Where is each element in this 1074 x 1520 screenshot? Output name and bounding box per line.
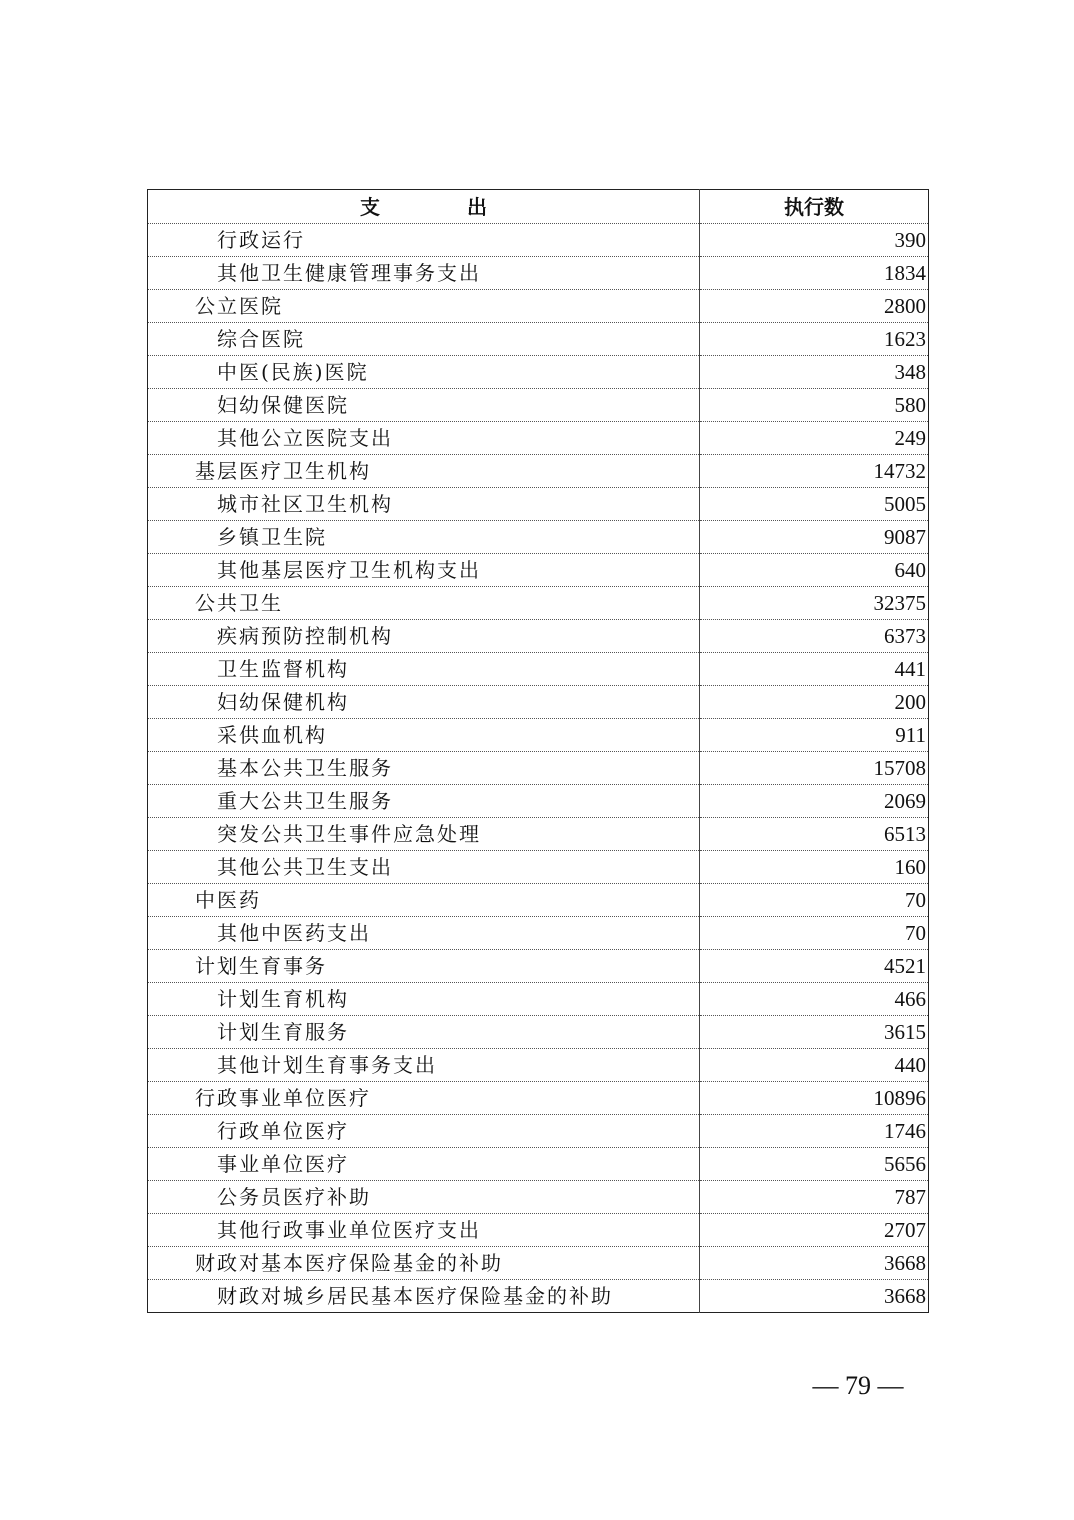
table-row [148, 1082, 929, 1115]
row-item-value: 1746 [700, 1115, 929, 1148]
table-row [148, 884, 929, 917]
row-item-value: 200 [700, 686, 929, 719]
table-row [148, 257, 929, 290]
table-row [148, 1181, 929, 1214]
row-item-value: 3668 [884, 1284, 926, 1308]
row-item-value: 2800 [700, 290, 929, 323]
row-item-value: 787 [700, 1181, 929, 1214]
row-item-label: 突发公共卫生事件应急处理 [148, 818, 700, 851]
row-item-label: 妇幼保健机构 [148, 686, 700, 719]
row-item-value: 5005 [700, 488, 929, 521]
row-item-label: 综合医院 [148, 323, 700, 356]
table-row [148, 851, 929, 884]
row-item-label: 疾病预防控制机构 [148, 620, 700, 653]
row-item-value: 1623 [700, 323, 929, 356]
table-row [148, 983, 929, 1016]
row-item-label: 计划生育机构 [148, 983, 700, 1016]
row-item-label: 行政单位医疗 [148, 1115, 700, 1148]
row-item-value: 1834 [700, 257, 929, 290]
row-item-label: 基本公共卫生服务 [148, 752, 700, 785]
table-row [148, 950, 929, 983]
row-item-value: 14732 [700, 455, 929, 488]
table-row [148, 455, 929, 488]
row-item-label: 其他卫生健康管理事务支出 [148, 257, 700, 290]
row-item-value: 70 [700, 917, 929, 950]
row-item-label: 其他计划生育事务支出 [148, 1049, 700, 1082]
row-item-value: 249 [700, 422, 929, 455]
row-item-label: 其他中医药支出 [148, 917, 700, 950]
row-item-value: 390 [700, 224, 929, 257]
table-row [148, 1049, 929, 1082]
page-number: — 79 — [812, 1371, 904, 1400]
row-item-value: 911 [700, 719, 929, 752]
table-row [148, 620, 929, 653]
row-item-label: 计划生育服务 [148, 1016, 700, 1049]
row-item-label: 中医药 [148, 884, 700, 917]
row-item-label: 行政事业单位医疗 [148, 1082, 700, 1115]
row-item-label: 公务员医疗补助 [148, 1181, 700, 1214]
table-body [148, 224, 929, 1313]
table-row [148, 422, 929, 455]
row-item-value: 10896 [700, 1082, 929, 1115]
column-header-expenditure: 支 出 [148, 190, 700, 224]
row-item-value: 32375 [700, 587, 929, 620]
row-item-label: 中医(民族)医院 [148, 356, 700, 389]
table-row [148, 488, 929, 521]
table-row [148, 323, 929, 356]
row-item-label: 乡镇卫生院 [148, 521, 700, 554]
table-row [148, 686, 929, 719]
row-item-label: 其他公立医院支出 [148, 422, 700, 455]
row-item-label: 妇幼保健医院 [148, 389, 700, 422]
table-row [148, 818, 929, 851]
table-row [148, 521, 929, 554]
table-row [148, 224, 929, 257]
row-item-label: 其他行政事业单位医疗支出 [148, 1214, 700, 1247]
row-item-value: 15708 [700, 752, 929, 785]
row-item-value: 2069 [700, 785, 929, 818]
table-row [148, 1148, 929, 1181]
row-item-value: 5656 [700, 1148, 929, 1181]
row-item-label: 重大公共卫生服务 [148, 785, 700, 818]
row-item-label: 行政运行 [148, 224, 700, 257]
row-item-label: 卫生监督机构 [148, 653, 700, 686]
table-row [148, 752, 929, 785]
table-row [148, 653, 929, 686]
row-item-value: 440 [700, 1049, 929, 1082]
table-row [148, 719, 929, 752]
row-item-label: 事业单位医疗 [148, 1148, 700, 1181]
table-row [148, 356, 929, 389]
row-item-value: 3615 [700, 1016, 929, 1049]
row-item-value: 348 [700, 356, 929, 389]
row-item-value: 3668 [700, 1247, 929, 1280]
table-row [148, 917, 929, 950]
row-item-value: 6513 [700, 818, 929, 851]
row-item-label: 其他公共卫生支出 [148, 851, 700, 884]
table-row [148, 1115, 929, 1148]
row-item-value: 6373 [700, 620, 929, 653]
expenditure-table [147, 189, 929, 1313]
row-item-value: 580 [700, 389, 929, 422]
row-item-value: 160 [700, 851, 929, 884]
table-row [148, 554, 929, 587]
table-row [148, 587, 929, 620]
row-item-label: 公立医院 [148, 290, 700, 323]
row-item-label: 其他基层医疗卫生机构支出 [148, 554, 700, 587]
table-header-row [148, 190, 929, 224]
table-row [148, 1214, 929, 1247]
table-row [148, 1280, 929, 1313]
row-item-label: 城市社区卫生机构 [148, 488, 700, 521]
column-header-executed-amount: 执行数 [700, 190, 929, 224]
row-item-value: 70 [700, 884, 929, 917]
row-item-value: 466 [700, 983, 929, 1016]
row-item-value: 9087 [700, 521, 929, 554]
row-item-label: 财政对基本医疗保险基金的补助 [148, 1247, 700, 1280]
table-row [148, 389, 929, 422]
row-item-value: 640 [700, 554, 929, 587]
table-row [148, 1016, 929, 1049]
row-item-label: 采供血机构 [148, 719, 700, 752]
row-item-value: 4521 [700, 950, 929, 983]
row-item-label: 基层医疗卫生机构 [148, 455, 700, 488]
row-item-value: 2707 [700, 1214, 929, 1247]
row-item-value: 441 [700, 653, 929, 686]
row-item-label: 公共卫生 [148, 587, 700, 620]
row-item-label: 计划生育事务 [148, 950, 700, 983]
table-row [148, 1247, 929, 1280]
row-item-label: 财政对城乡居民基本医疗保险基金的补助 [148, 1280, 700, 1313]
table-row [148, 785, 929, 818]
table-row [148, 290, 929, 323]
